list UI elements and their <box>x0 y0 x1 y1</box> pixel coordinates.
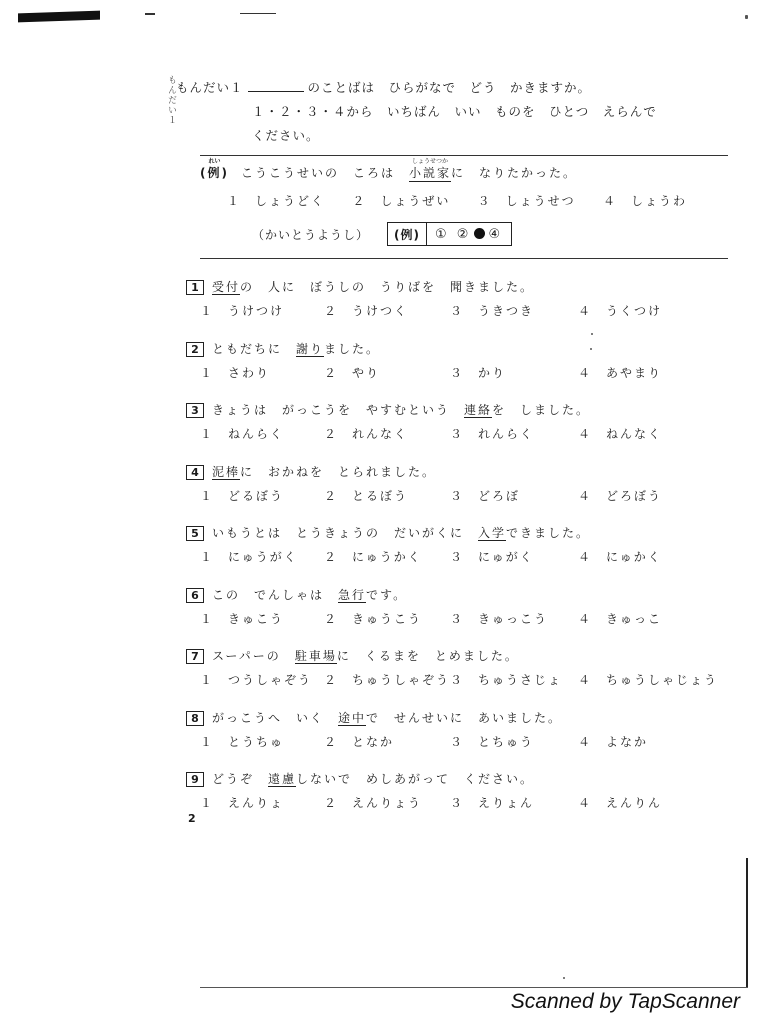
question-1 <box>186 278 534 295</box>
answer-option: ３ うきつき <box>450 304 535 318</box>
answer-option: ４ よなか <box>578 735 649 749</box>
scan-artifact-bar <box>18 11 100 23</box>
question-number: 3 <box>186 403 204 418</box>
divider-top <box>200 155 728 156</box>
instruction-suffix: のことばは ひらがなで どう かきますか。 <box>307 80 592 95</box>
answer-option: ４ ねんなく <box>578 427 663 441</box>
instruction-prefix: もんだい１ <box>176 80 244 95</box>
question-number: 6 <box>186 588 204 603</box>
filled-answer-circle-icon <box>474 228 485 239</box>
question-7 <box>186 647 519 664</box>
answer-option: ４ うくつけ <box>578 304 663 318</box>
example-target-ruby: しょうせつか <box>412 158 449 165</box>
answer-option: １ うけつけ <box>200 304 285 318</box>
answer-option: ２ とるぼう <box>324 489 409 503</box>
example-after: に なりたかった。 <box>451 166 578 180</box>
question-text-after: できました。 <box>506 526 591 540</box>
question-8-options <box>200 733 700 751</box>
question-text-before: ともだちに <box>212 342 297 356</box>
answer-option: １ さわり <box>200 366 271 380</box>
question-target-word: 駐車場 <box>294 649 337 663</box>
answer-option: １ つうしゃぞう <box>200 673 313 687</box>
answer-sheet-example <box>252 222 512 246</box>
answer-option: ４ ちゅうしゃじょう <box>578 673 719 687</box>
question-9 <box>186 770 534 787</box>
question-number: 4 <box>186 465 204 480</box>
instruction-line-3: ください。 <box>252 128 320 143</box>
answer-option: ３ どろぼ <box>450 489 521 503</box>
question-text-before: きょうは がっこうを やすむという <box>212 403 465 417</box>
answer-circles: ① ② ④ <box>435 226 504 242</box>
question-3-options <box>200 425 700 443</box>
scan-artifact-dash <box>240 13 276 14</box>
answer-option: １ えんりょ <box>200 796 285 810</box>
answer-option: ３ にゅがく <box>450 550 534 564</box>
example-label: れい (例) <box>200 158 229 180</box>
answer-box-label: (例) <box>388 223 427 245</box>
question-text-after: に くるまを とめました。 <box>336 649 519 663</box>
question-3 <box>186 401 590 418</box>
question-target-word: 途中 <box>338 711 367 725</box>
question-6-options <box>200 610 700 628</box>
answer-option: ２ ちゅうしゃぞう <box>324 673 451 687</box>
side-tab-label: もんだい１ <box>166 75 176 125</box>
scan-artifact-dash <box>145 13 155 15</box>
question-1-options <box>200 302 700 320</box>
question-number: 9 <box>186 772 204 787</box>
scan-speck <box>563 977 565 979</box>
answer-option: ２ やり <box>324 366 381 380</box>
question-target-word: 連絡 <box>464 403 493 417</box>
answer-option: １ とうちゅ <box>200 735 285 749</box>
instruction-blank-line <box>248 77 304 92</box>
question-number: 2 <box>186 342 204 357</box>
question-target-word: 受付 <box>212 280 241 294</box>
question-text-before: がっこうへ いく <box>212 711 339 725</box>
question-text-before: スーパーの <box>212 649 295 663</box>
question-number: 8 <box>186 711 204 726</box>
question-4-options <box>200 487 700 505</box>
answer-option: ３ れんらく <box>450 427 535 441</box>
example-option: ４ しょうわ <box>602 194 687 208</box>
question-text-after: です。 <box>366 588 408 602</box>
scan-bottom-rule <box>200 987 748 988</box>
answer-option: ２ うけつく <box>324 304 409 318</box>
answer-option: ４ えんりん <box>578 796 663 810</box>
answer-option: ３ かり <box>450 366 507 380</box>
question-8 <box>186 709 562 726</box>
question-text-before: どうぞ <box>212 772 269 786</box>
answer-option: ４ あやまり <box>578 366 663 380</box>
question-2-options <box>200 364 700 382</box>
divider-bottom <box>200 258 728 259</box>
example-sentence <box>200 158 578 182</box>
answer-option: ４ どろぼう <box>578 489 663 503</box>
question-target-word: 遠慮 <box>268 772 297 786</box>
answer-option: １ きゅこう <box>200 612 285 626</box>
question-target-word: 急行 <box>338 588 367 602</box>
question-6 <box>186 586 407 603</box>
question-5 <box>186 524 590 541</box>
question-target-word: 入学 <box>478 526 507 540</box>
example-option: ３ しょうせつ <box>477 194 576 208</box>
question-text-after: を しました。 <box>492 403 591 417</box>
question-number: 5 <box>186 526 204 541</box>
example-before: こうこうせいの ころは <box>240 166 409 180</box>
question-target-word: 謝り <box>296 342 325 356</box>
answer-option: ４ にゅかく <box>578 550 662 564</box>
scan-speck <box>591 333 593 335</box>
question-target-word: 泥棒 <box>212 465 241 479</box>
answer-option: ２ れんなく <box>324 427 409 441</box>
question-text-after: の 人に ぼうしの うりばを 聞きました。 <box>240 280 535 294</box>
answer-option: ２ きゅうこう <box>324 612 423 626</box>
answer-option: １ ねんらく <box>200 427 285 441</box>
example-target-word: しょうせつか 小説家 <box>409 158 452 180</box>
question-5-options <box>200 548 700 566</box>
scan-speck <box>745 15 748 19</box>
question-text-after: で せんせいに あいました。 <box>366 711 563 725</box>
answer-sheet-label: （かいとうようし） <box>252 227 370 242</box>
question-text-before: いもうとは とうきょうの だいがくに <box>212 526 479 540</box>
question-text-after: に おかねを とられました。 <box>240 465 437 479</box>
question-9-options <box>200 794 700 812</box>
page-number: 2 <box>188 812 196 825</box>
example-label-ruby: れい <box>208 158 221 165</box>
question-4 <box>186 463 436 480</box>
scan-edge-rule <box>746 858 748 988</box>
answer-box <box>387 222 512 246</box>
question-number: 1 <box>186 280 204 295</box>
scan-speck <box>590 348 592 350</box>
answer-option: ３ とちゅう <box>450 735 535 749</box>
question-7-options <box>200 671 719 689</box>
instruction-block <box>176 76 657 148</box>
question-number: 7 <box>186 649 204 664</box>
answer-option: １ どるぼう <box>200 489 285 503</box>
example-option: １ しょうどく <box>227 194 326 208</box>
question-2 <box>186 340 380 357</box>
question-text-before: この でんしゃは <box>212 588 339 602</box>
answer-option: ３ ちゅうさじょ <box>450 673 563 687</box>
answer-option: ２ となか <box>324 735 395 749</box>
answer-option: ３ えりょん <box>450 796 535 810</box>
answer-option: ４ きゅっこ <box>578 612 663 626</box>
answer-option: ２ えんりょう <box>324 796 423 810</box>
scanner-watermark: Scanned by TapScanner <box>510 990 740 1013</box>
answer-option: ２ にゅうかく <box>324 550 422 564</box>
example-option: ２ しょうぜい <box>352 194 451 208</box>
question-text-after: しないで めしあがって ください。 <box>296 772 535 786</box>
answer-option: １ にゅうがく <box>200 550 298 564</box>
answer-option: ３ きゅっこう <box>450 612 549 626</box>
example-options <box>227 192 687 209</box>
question-text-after: ました。 <box>324 342 381 356</box>
instruction-line-2: １・２・３・４から いちばん いい ものを ひとつ えらんで <box>252 104 657 119</box>
